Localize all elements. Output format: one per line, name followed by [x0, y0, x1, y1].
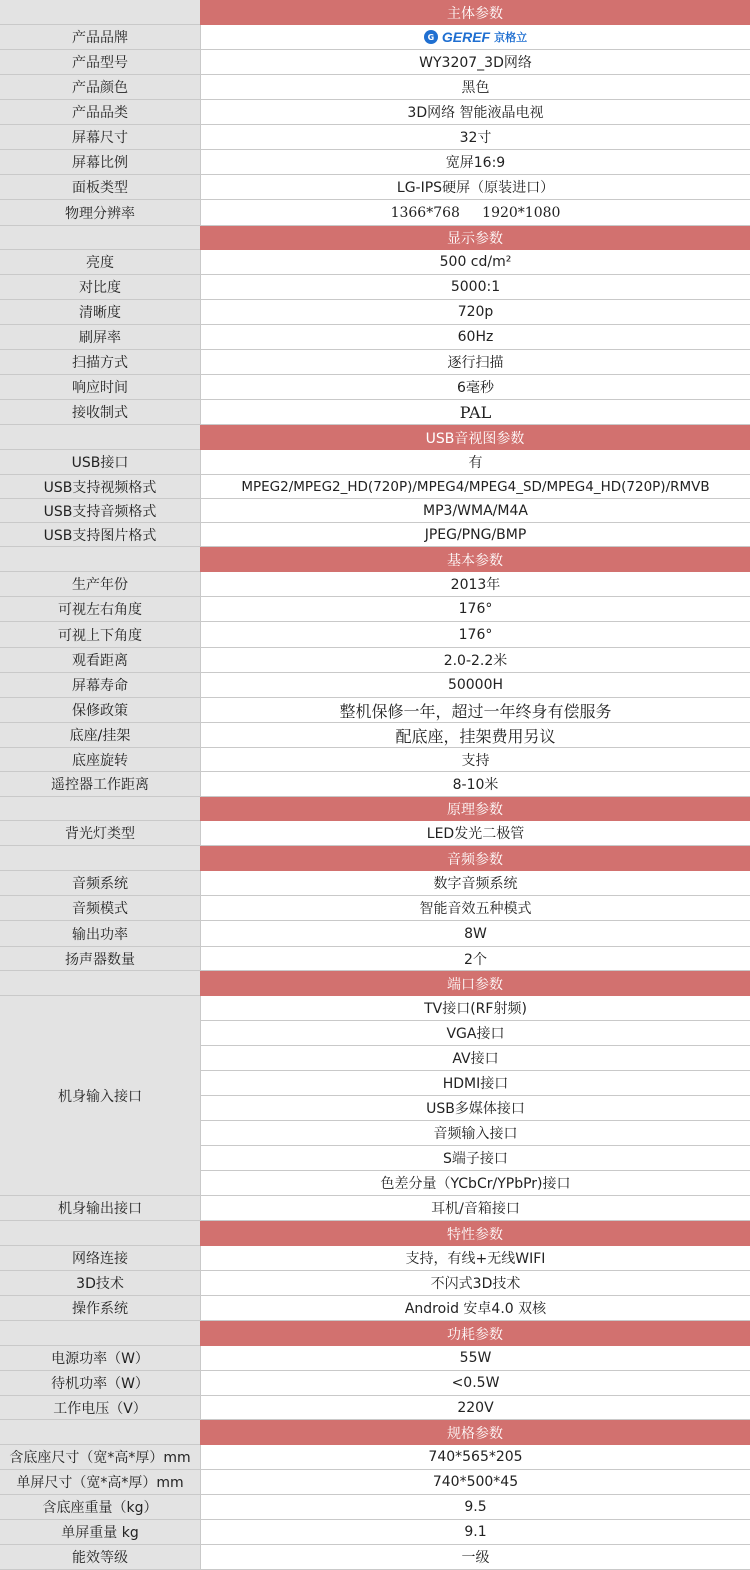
row-value-remote: 8-10米	[200, 772, 750, 797]
row-label-refresh: 刷屏率	[0, 325, 200, 350]
row-label-panel: 面板类型	[0, 175, 200, 200]
input-port-item: TV接口(RF射频)	[200, 996, 750, 1021]
row-label-brightness: 亮度	[0, 250, 200, 275]
row-label-power: 电源功率（W）	[0, 1346, 200, 1371]
section-header-audio: 音频参数	[200, 846, 750, 871]
brand-logo-en: GEREF	[441, 29, 491, 45]
row-label-speakers: 扬声器数量	[0, 947, 200, 971]
row-value-size: 32寸	[200, 125, 750, 150]
input-port-item: AV接口	[200, 1046, 750, 1071]
row-value-network: 支持，有线+无线WIFI	[200, 1246, 750, 1271]
row-label-color: 产品颜色	[0, 75, 200, 100]
row-label-size: 屏幕尺寸	[0, 125, 200, 150]
row-label-audio-mode: 音频模式	[0, 896, 200, 921]
row-label-standard: 接收制式	[0, 400, 200, 425]
section-header-blank	[0, 226, 200, 250]
row-label-h-angle: 可视左右角度	[0, 597, 200, 622]
row-label-brand: 产品品牌	[0, 25, 200, 50]
input-port-item: 音频输入接口	[200, 1121, 750, 1146]
row-value-clarity: 720p	[200, 300, 750, 325]
row-value-outputs: 耳机/音箱接口	[200, 1196, 750, 1221]
row-value-panel: LG-IPS硬屏（原装进口）	[200, 175, 750, 200]
row-value-voltage: 220V	[200, 1396, 750, 1420]
input-port-item: VGA接口	[200, 1021, 750, 1046]
row-value-os: Android 安卓4.0 双核	[200, 1296, 750, 1321]
row-value-speakers: 2个	[200, 947, 750, 971]
row-label-usb-audio: USB支持音频格式	[0, 499, 200, 523]
row-label-audio-sys: 音频系统	[0, 871, 200, 896]
row-value-dim-base: 740*565*205	[200, 1445, 750, 1470]
section-header-blank	[0, 547, 200, 572]
input-port-item: S端子接口	[200, 1146, 750, 1171]
row-value-backlight: LED发光二极管	[200, 821, 750, 846]
row-label-distance: 观看距离	[0, 648, 200, 673]
row-value-distance: 2.0-2.2米	[200, 648, 750, 673]
row-value-weight-screen: 9.1	[200, 1520, 750, 1545]
row-label-inputs: 机身输入接口	[0, 996, 200, 1196]
input-port-item: 色差分量（YCbCr/YPbPr)接口	[200, 1171, 750, 1196]
row-value-mount: 配底座，挂架费用另议	[200, 723, 750, 748]
row-label-response: 响应时间	[0, 375, 200, 400]
section-header-ports: 端口参数	[200, 971, 750, 996]
row-value-life: 50000H	[200, 673, 750, 698]
row-value-brand	[200, 25, 750, 50]
brand-logo-cn: 京格立	[494, 31, 528, 44]
row-value-audio-mode: 智能音效五种模式	[200, 896, 750, 921]
row-value-v-angle: 176°	[200, 622, 750, 648]
section-header-blank	[0, 971, 200, 996]
row-label-output-power: 输出功率	[0, 921, 200, 947]
row-value-resolution: 1366*768 1920*1080	[200, 200, 750, 226]
row-label-contrast: 对比度	[0, 275, 200, 300]
row-value-usb-port: 有	[200, 450, 750, 475]
row-label-standby: 待机功率（W）	[0, 1371, 200, 1396]
row-value-usb-audio: MP3/WMA/M4A	[200, 499, 750, 523]
row-value-audio-sys: 数字音频系统	[200, 871, 750, 896]
row-label-dim-base: 含底座尺寸（宽*高*厚）mm	[0, 1445, 200, 1470]
row-label-weight-base: 含底座重量（kg）	[0, 1495, 200, 1520]
row-label-3d: 3D技术	[0, 1271, 200, 1296]
brand-logo-icon: G	[424, 30, 438, 44]
row-value-power: 55W	[200, 1346, 750, 1371]
row-value-usb-image: JPEG/PNG/BMP	[200, 523, 750, 547]
row-value-standard: PAL	[200, 400, 750, 425]
row-label-os: 操作系统	[0, 1296, 200, 1321]
row-label-year: 生产年份	[0, 572, 200, 597]
section-header-basic: 基本参数	[200, 547, 750, 572]
section-header-blank	[0, 846, 200, 871]
row-value-refresh: 60Hz	[200, 325, 750, 350]
row-value-year: 2013年	[200, 572, 750, 597]
row-label-weight-screen: 单屏重量 kg	[0, 1520, 200, 1545]
row-value-energy: 一级	[200, 1545, 750, 1570]
row-label-v-angle: 可视上下角度	[0, 622, 200, 648]
row-value-color: 黑色	[200, 75, 750, 100]
row-value-warranty: 整机保修一年，超过一年终身有偿服务	[200, 698, 750, 723]
row-label-ratio: 屏幕比例	[0, 150, 200, 175]
row-label-usb-port: USB接口	[0, 450, 200, 475]
row-value-3d: 不闪式3D技术	[200, 1271, 750, 1296]
row-value-dim-screen: 740*500*45	[200, 1470, 750, 1495]
row-label-life: 屏幕寿命	[0, 673, 200, 698]
section-header-blank	[0, 0, 200, 25]
input-port-item: HDMI接口	[200, 1071, 750, 1096]
section-header-display: 显示参数	[200, 226, 750, 250]
row-value-ratio: 宽屏16:9	[200, 150, 750, 175]
row-value-usb-video: MPEG2/MPEG2_HD(720P)/MPEG4/MPEG4_SD/MPEG4_HD(720P)/RMVB	[200, 475, 750, 499]
section-header-features: 特性参数	[200, 1221, 750, 1246]
section-header-principle: 原理参数	[200, 797, 750, 821]
row-label-rotate: 底座旋转	[0, 748, 200, 772]
brand-logo	[424, 29, 527, 45]
section-header-usb: USB音视图参数	[200, 425, 750, 450]
row-label-resolution: 物理分辨率	[0, 200, 200, 226]
row-label-dim-screen: 单屏尺寸（宽*高*厚）mm	[0, 1470, 200, 1495]
section-header-spec: 规格参数	[200, 1420, 750, 1445]
row-label-remote: 遥控器工作距离	[0, 772, 200, 797]
row-label-warranty: 保修政策	[0, 698, 200, 723]
row-label-model: 产品型号	[0, 50, 200, 75]
row-label-category: 产品品类	[0, 100, 200, 125]
section-header-main: 主体参数	[200, 0, 750, 25]
row-label-usb-image: USB支持图片格式	[0, 523, 200, 547]
input-port-item: USB多媒体接口	[200, 1096, 750, 1121]
row-label-usb-video: USB支持视频格式	[0, 475, 200, 499]
section-header-blank	[0, 425, 200, 450]
row-label-network: 网络连接	[0, 1246, 200, 1271]
row-value-response: 6毫秒	[200, 375, 750, 400]
row-value-standby: <0.5W	[200, 1371, 750, 1396]
row-value-rotate: 支持	[200, 748, 750, 772]
section-header-blank	[0, 1221, 200, 1246]
section-header-blank	[0, 1420, 200, 1445]
row-label-backlight: 背光灯类型	[0, 821, 200, 846]
row-label-voltage: 工作电压（V）	[0, 1396, 200, 1420]
section-header-blank	[0, 797, 200, 821]
section-header-blank	[0, 1321, 200, 1346]
row-value-weight-base: 9.5	[200, 1495, 750, 1520]
section-header-power: 功耗参数	[200, 1321, 750, 1346]
row-label-energy: 能效等级	[0, 1545, 200, 1570]
row-label-outputs: 机身输出接口	[0, 1196, 200, 1221]
row-value-scan: 逐行扫描	[200, 350, 750, 375]
row-value-output-power: 8W	[200, 921, 750, 947]
row-value-h-angle: 176°	[200, 597, 750, 622]
row-value-model: WY3207_3D网络	[200, 50, 750, 75]
row-label-scan: 扫描方式	[0, 350, 200, 375]
row-label-clarity: 清晰度	[0, 300, 200, 325]
row-label-mount: 底座/挂架	[0, 723, 200, 748]
row-value-brightness: 500 cd/m²	[200, 250, 750, 275]
row-value-category: 3D网络 智能液晶电视	[200, 100, 750, 125]
row-value-contrast: 5000:1	[200, 275, 750, 300]
